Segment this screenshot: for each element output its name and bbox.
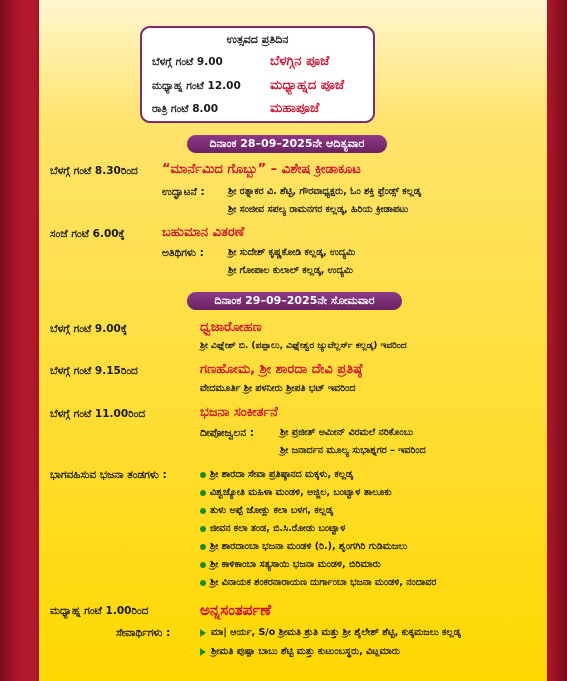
sponsor-item-2-text: ಶ್ರೀಮತಿ ಪುಷ್ಪಾ ಬಾಬು ಶೆಟ್ಟಿ ಮತ್ತು ಕುಟುಂಬಸ್ಥರು, ವಿಟ್ಲಮಾರು (211, 646, 400, 657)
day2-event4-role: ಸೇವಾರ್ಥಿಗಳು : (116, 627, 171, 639)
bullet-icon (200, 580, 206, 586)
daily-event-night: ಮಹಾಪೂಜೆ (270, 101, 320, 116)
arrow-bullet-icon (200, 648, 206, 656)
group-item-4-text: ಜೀವನ ಕಲಾ ತಂಡ, ಬಿ.ಸಿ.ರೋಡು ಬಂಟ್ವಾಳ (210, 523, 346, 534)
daily-event-morning: ಬೆಳಗ್ಗಿನ ಪೂಜೆ (270, 54, 330, 69)
day2-date-bar: ದಿನಾಂಕ 29–09–2025ನೇ ಸೋಮವಾರ (187, 292, 402, 310)
sponsor-item-1-text: ಮಾ| ಆರ್ಯ, S/o ಶ್ರೀಮತಿ ಶ್ರುತಿ ಮತ್ತು ಶ್ರೀ ಶೈಲೇಶ್ ಶೆಟ್ಟಿ, ಕುಕ್ಕಮಜಲು ಕಲ್ಲಡ್ಕ (211, 627, 461, 638)
day2-event3-role: ದೀಪೋಜ್ವಲನ : (200, 427, 254, 439)
day1-event1-time: ಬೆಳಗ್ಗೆ ಗಂಟೆ 8.30ರಿಂದ (50, 165, 138, 177)
group-item-1 (200, 469, 353, 480)
group-item-7-text: ಶ್ರೀ ವಿನಾಯಕ ಶಂಕರನಾರಾಯಣ ದುರ್ಗಾಂಬಾ ಭಜನಾ ಮಂಡಳಿ, ನಂದಾವರ (210, 577, 437, 588)
day2-event2-time: ಬೆಳಗ್ಗೆ ಗಂಟೆ 9.15ರಿಂದ (50, 365, 138, 377)
bullet-icon (200, 472, 206, 478)
bullet-icon (200, 526, 206, 532)
daily-event-noon: ಮಧ್ಯಾಹ್ನದ ಪೂಜೆ (270, 78, 345, 93)
arrow-bullet-icon (200, 629, 206, 637)
day2-event4-time: ಮಧ್ಯಾಹ್ನ ಗಂಟೆ 1.00ರಿಂದ (50, 605, 149, 617)
group-item-4 (200, 523, 345, 534)
daily-time-noon: ಮಧ್ಯಾಹ್ನ ಗಂಟೆ 12.00 (152, 80, 241, 92)
day1-event2-time: ಸಂಜೆ ಗಂಟೆ 6.00ಕ್ಕೆ (50, 228, 125, 240)
daily-title: ಉತ್ಸವದ ಪ್ರತಿದಿನ (226, 33, 289, 46)
group-item-1-text: ಶ್ರೀ ಶಾರದಾ ಸೇವಾ ಪ್ರತಿಷ್ಠಾನದ ಮಕ್ಕಳು, ಕಲ್ಲಡ್ಕ (210, 469, 353, 480)
group-item-5-text: ಶ್ರೀ ಶಾರದಾಂಬಾ ಭಜನಾ ಮಂಡಳಿ (ರಿ.), ಶೃಂಗಗಿರಿ ಗುಡಿಮಜಲು (210, 541, 408, 552)
bullet-icon (200, 508, 206, 514)
bullet-icon (200, 562, 206, 568)
day2-event2-title: ಗಣಹೋಮ, ಶ್ರೀ ಶಾರದಾ ದೇವಿ ಪ್ರತಿಷ್ಠೆ (200, 362, 363, 377)
group-item-2-text: ವಿಶ್ವಜ್ಯೋತಿ ಮಹಿಳಾ ಮಂಡಳಿ, ಅಜ್ಜಿಲ, ಬಂಟ್ವಾಳ ತಾಲೂಕು (210, 487, 392, 498)
day1-event1-line1: ಶ್ರೀ ರತ್ನಾಕರ ವಿ. ಶೆಟ್ಟಿ, ಗೌರವಾಧ್ಯಕ್ಷರು, ಓಂ ಶಕ್ತಿ ಫ್ರೆಂಡ್ಸ್ ಕಲ್ಲಡ್ಕ (228, 186, 421, 197)
group-item-6 (200, 559, 381, 570)
daily-time-night: ರಾತ್ರಿ ಗಂಟೆ 8.00 (152, 103, 219, 115)
day2-event1-time: ಬೆಳಗ್ಗೆ ಗಂಟೆ 9.00ಕ್ಕೆ (50, 323, 127, 335)
group-item-2 (200, 487, 392, 498)
day1-event2-title: ಬಹುಮಾನ ವಿತರಣೆ (162, 225, 245, 240)
day2-groups-label: ಭಾಗವಹಿಸುವ ಭಜನಾ ತಂಡಗಳು : (50, 469, 167, 481)
daily-time-morning: ಬೆಳಗ್ಗೆ ಗಂಟೆ 9.00 (152, 56, 223, 68)
day1-event2-line2: ಶ್ರೀ ಗೋಪಾಲ ಕುಲಾಲ್ ಕಲ್ಲಡ್ಕ, ಉದ್ಯಮಿ (228, 265, 353, 276)
day2-event3-time: ಬೆಳಗ್ಗೆ ಗಂಟೆ 11.00ರಿಂದ (50, 408, 146, 420)
daily-schedule-box (140, 26, 375, 123)
day2-event2-line1: ವೇದಮೂರ್ತಿ ಶ್ರೀ ಪಳನೀರು ಶ್ರೀಪತಿ ಭಟ್ ಇವರಿಂದ (200, 383, 356, 394)
day1-event1-title: “ಮಾರ್ನೆಮಿದ ಗೊಬ್ಬು” – ವಿಶೇಷ ಕ್ರೀಡಾಕೂಟ (162, 162, 361, 177)
day2-event4-title: ಅನ್ನಸಂತರ್ಪಣೆ (200, 601, 272, 619)
group-item-3-text: ತುಳು ಅಪ್ಪೆ ಜೋಕ್ಲು ಕಲಾ ಬಳಗ, ಕಲ್ಲಡ್ಕ (210, 505, 333, 516)
group-item-6-text: ಶ್ರೀ ಕಾಳಿಕಾಂಬಾ ಸತ್ಯಸಾಯಿ ಭಜನಾ ಮಂಡಳಿ, ಬಿರಿಮಾರು (210, 559, 381, 570)
day1-event2-role: ಅತಿಥಿಗಳು : (162, 247, 204, 259)
day2-event3-line1: ಶ್ರೀ ಪ್ರಜೀತ್ ಅಮೀನ್ ವಿರಮಲೆ ನರಿಕೊಂಬು (280, 427, 414, 438)
day1-date-bar: ದಿನಾಂಕ 28–09–2025ನೇ ಆದಿತ್ಯವಾರ (187, 135, 387, 153)
group-item-3 (200, 505, 333, 516)
bullet-icon (200, 544, 206, 550)
day1-event1-line2: ಶ್ರೀ ಸಂಜೀವ ಸಪಲ್ಯ ರಾಮನಗರ ಕಲ್ಲಡ್ಕ, ಹಿರಿಯ ಕ್ರೀಡಾಪಟು (228, 204, 409, 215)
day1-event1-role: ಉದ್ಘಾಟನೆ : (162, 186, 205, 198)
day2-event3-title: ಭಜನಾ ಸಂಕೀರ್ತನೆ (200, 405, 278, 420)
group-item-5 (200, 541, 407, 552)
bullet-icon (200, 490, 206, 496)
day2-event3-line2: ಶ್ರೀ ಜನಾರ್ದನ ಮೂಲ್ಯ ಸುಭಾಶ್ನಗರ – ಇವರಿಂದ (280, 445, 426, 456)
day2-event1-title: ಧ್ವಜಾರೋಹಣ (200, 320, 262, 335)
day2-event1-line1: ಶ್ರೀ ವಿಘ್ನೇಶ್ ಬಿ. (ಪಪ್ಪಾಲು, ವಿಘ್ನೇಶ್ವರ ಜ್ಯುವೆಲ್ಲರ್ಸ್ ಕಲ್ಲಡ್ಕ) ಇವರಿಂದ (200, 341, 407, 351)
group-item-7 (200, 577, 436, 588)
sponsor-item-2 (200, 646, 400, 657)
day1-event2-line1: ಶ್ರೀ ಸುದೇಶ್ ಕೃಷ್ಣಕೋಡಿ ಕಲ್ಲಡ್ಕ, ಉದ್ಯಮಿ (228, 247, 356, 258)
sponsor-item-1 (200, 627, 461, 638)
